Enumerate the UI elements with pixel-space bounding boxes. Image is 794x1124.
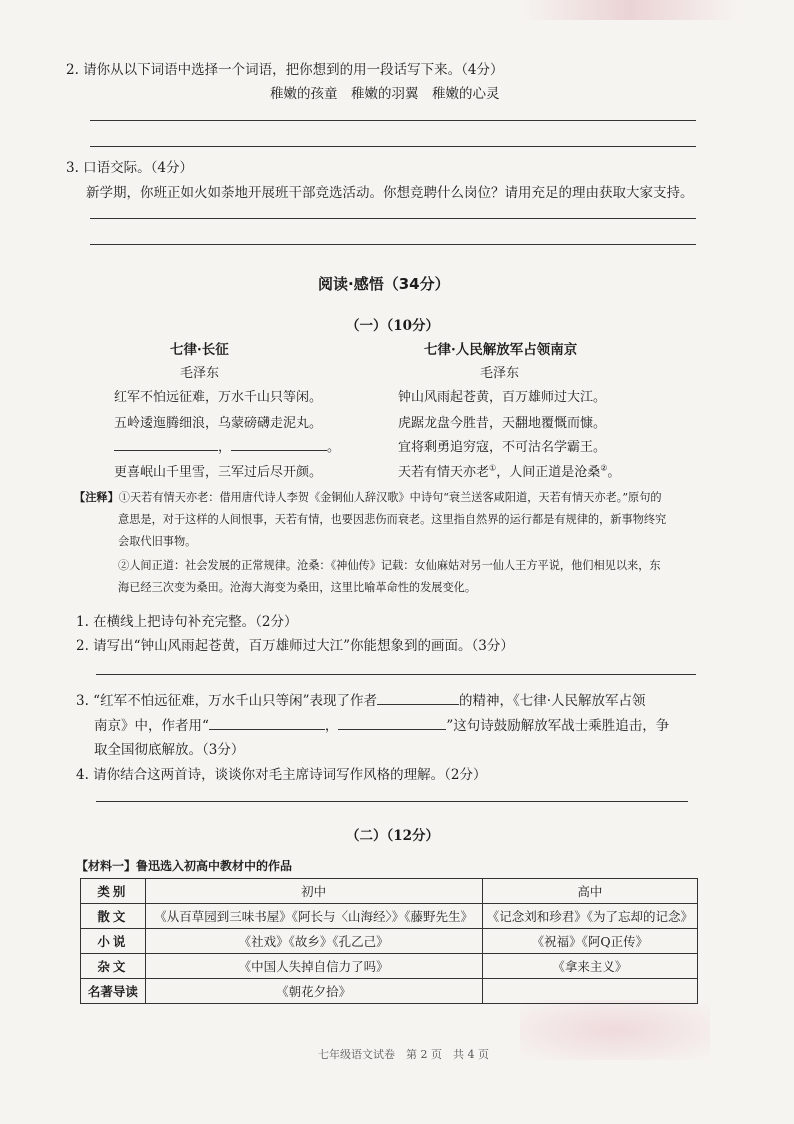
notes-n1-line3: 会取代旧事物。 [118,535,197,548]
question-2: 2. 请写出“钟山风雨起苍黄，百万雄师过大江”你能想象到的画面。（3分） [76,638,514,654]
notes-n2-line2: 海已经三次变为桑田。沧海大海变为桑田，这里比喻革命性的发展变化。 [118,581,477,594]
row-junior: 《中国人失掉自信力了吗》 [145,954,482,979]
fill-blank[interactable] [377,690,459,705]
question-4: 4. 请你结合这两首诗，谈谈你对毛主席诗词写作风格的理解。（2分） [76,767,487,783]
q3-prompt: 3. 口语交际。（4分） [66,160,194,176]
q3-text-b: 的精神，《七律·人民解放军占领 [458,693,646,709]
poem2-line4c: 。 [607,465,621,480]
poem1-blank-line [114,436,340,455]
question-3-line1 [76,689,646,709]
notes-label: 【注释】 [74,490,119,504]
row-category: 散文 [81,904,146,929]
part2-title: （二）（12分） [346,828,440,844]
note-mark-2: ② [600,463,608,473]
notes-n1-line1 [74,487,662,508]
note1-text: ①天若有情天亦老：借用唐代诗人李贺《金铜仙人辞汉歌》中诗句“衰兰送客咸阳道，天若有情天亦老。”原句的 [118,491,662,504]
part1-title: （一）（10分） [346,318,440,334]
row-category: 杂文 [81,954,146,979]
row-category: 小说 [81,929,146,954]
answer-line[interactable] [96,801,688,802]
fill-blank[interactable] [114,436,218,451]
notes-n1-line2: 意思是，对于这样的人间恨事，天若有情，也要因悲伤而衰老。这里指自然界的运行都是有规律的，新事物终究 [118,513,667,526]
works-table [80,878,698,1004]
poem1-line4: 更喜岷山千里雪，三军过后尽开颜。 [114,465,323,480]
period: 。 [327,440,341,455]
poem1-title: 七律·长征 [170,342,229,358]
poem2-line3: 宜将剩勇追穷寇，不可沽名学霸王。 [398,440,607,455]
stamp-smudge [520,1000,710,1060]
table-header-row [81,879,698,904]
header-senior: 高中 [482,879,697,904]
row-senior [482,979,697,1004]
q3-text-d: ， [324,718,339,734]
q3-scenario: 新学期，你班正如火如荼地开展班干部竞选活动。你想竞聘什么岗位？请用充足的理由获取大家支持。 [86,185,694,201]
page-footer: 七年级语文试卷 第 2 页 共 4 页 [318,1048,489,1061]
poem2-line2: 虎踞龙盘今胜昔，天翻地覆慨而慷。 [398,416,607,431]
table-row [81,979,698,1004]
row-junior: 《社戏》《故乡》《孔乙己》 [145,929,482,954]
answer-line[interactable] [90,244,696,245]
answer-line[interactable] [90,120,696,121]
poem1-author: 毛泽东 [180,366,220,381]
poem1-line1: 红军不怕远征难，万水千山只等闲。 [114,390,323,405]
top-smudge [520,0,740,20]
answer-line[interactable] [90,146,696,147]
poem2-title: 七律·人民解放军占领南京 [424,342,578,358]
row-senior: 《记念刘和珍君》《为了忘却的记念》 [482,904,697,929]
section-title: 阅读·感悟（34分） [318,275,450,293]
table-row [81,954,698,979]
question-1: 1. 在横线上把诗句补充完整。（2分） [76,614,298,630]
poem1-line2: 五岭逶迤腾细浪，乌蒙磅礴走泥丸。 [114,416,323,431]
poem2-line1: 钟山风雨起苍黄，百万雄师过大江。 [398,390,607,405]
q3-text-e: ”这句诗鼓励解放军战士乘胜追击，争 [446,718,670,734]
note-mark-1: ① [489,463,497,473]
q3-text-a: 3. “红军不怕远征难，万水千山只等闲”表现了作者 [76,693,377,709]
answer-line[interactable] [96,674,696,675]
q2-words: 稚嫩的孩童 稚嫩的羽翼 稚嫩的心灵 [270,86,500,102]
fill-blank[interactable] [231,436,327,451]
poem2-author: 毛泽东 [480,366,520,381]
q3-text-c: 南京》中，作者用“ [94,718,209,734]
question-3-line3: 取全国彻底解放。（3分） [94,742,245,758]
fill-blank[interactable] [209,715,325,730]
fill-blank[interactable] [338,715,446,730]
header-junior: 初中 [145,879,482,904]
answer-line[interactable] [90,218,696,219]
row-junior: 《朝花夕拾》 [145,979,482,1004]
comma: ， [218,440,232,455]
row-senior: 《祝福》《阿Q正传》 [482,929,697,954]
row-junior: 《从百草园到三味书屋》《阿长与〈山海经〉》《藤野先生》 [145,904,482,929]
poem2-line4b: ，人间正道是沧桑 [496,465,601,480]
table-row [81,904,698,929]
poem2-line4 [398,461,620,480]
question-3-line2 [94,714,669,734]
q2-prompt: 2. 请你从以下词语中选择一个词语，把你想到的用一段话写下来。（4分） [66,62,504,78]
table-row [81,929,698,954]
poem2-line4a: 天若有情天亦老 [398,465,490,480]
row-senior: 《拿来主义》 [482,954,697,979]
row-category: 名著导读 [81,979,146,1004]
material1-label: 【材料一】鲁迅选入初高中教材中的作品 [76,859,293,873]
header-category: 类别 [81,879,146,904]
notes-n2-line1: ②人间正道：社会发展的正常规律。沧桑：《神仙传》记载：女仙麻姑对另一仙人王方平说，他们相见以来，东 [118,559,661,572]
